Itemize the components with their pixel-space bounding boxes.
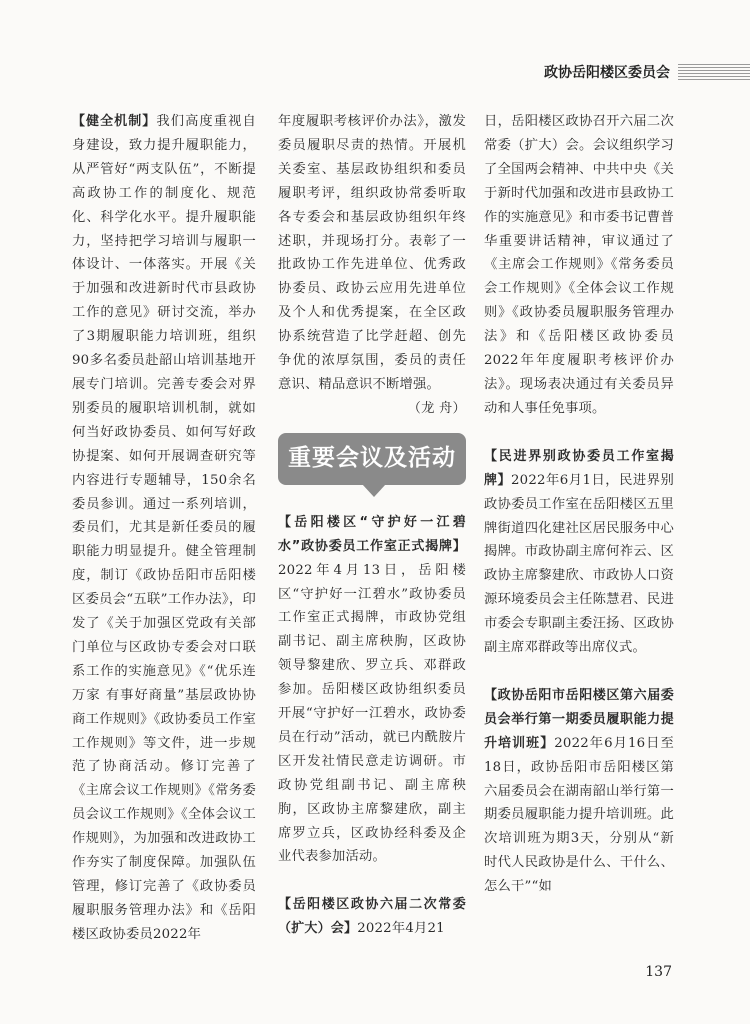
banner-pointer [362, 484, 386, 497]
paragraph-gap [484, 660, 674, 684]
paragraph [278, 511, 466, 870]
section-banner-title: 重要会议及活动 [288, 444, 456, 471]
paragraph-text: 2022年4月13日，岳阳楼区“守护好一江碧水”政协委员工作室正式揭牌，市政协党组副书记、副主席秧朐，区政协领导黎建欣、罗立兵、邓群政参加。岳阳楼区政协组织委员开展“守护好一江碧水，政协委员在行动”活动，就已内酰胺片区开发社情民意走访调研。市政协党组副书记、副主席秧朐，区政协主席黎建欣，副主席罗立兵，区政协经科委及企业代表参加活动。 [278, 562, 466, 865]
paragraph-text: 2022年4月21 [357, 921, 445, 937]
section-heading: 【岳阳楼区政协六届二次常委（扩大）会】 [278, 897, 466, 937]
section-heading: 【健全机制】 [72, 114, 157, 129]
paragraph [278, 893, 466, 941]
paragraph-gap [484, 421, 674, 445]
section-heading: 【政协岳阳市岳阳楼区第六届委员会举行第一期委员履职能力提升培训班】 [484, 687, 674, 751]
paragraph-text: 年度履职考核评价办法》，激发委员履职尽责的热情。开展机关委室、基层政协组织和委员履职考评，组织政协常委听取各专委会和基层政协组织年终述职，并现场打分。表彰了一批政协工作先进单位、优秀政协委员、政协云应用先进单位及个人和优秀提案，在全区政协系统营造了比学赶超、创先争优的浓厚氛围，委员的责任意识、精品意识不断增强。 [278, 114, 466, 392]
paragraph [278, 110, 466, 397]
running-header [0, 60, 750, 84]
paragraph [484, 684, 674, 899]
paragraph-text: 2022年6月1日，民进界别政协委员工作室在岳阳楼区五里牌街道四化建社区居民服务中心揭牌。市政协副主席何祚云、区政协主席黎建欣、市政协人口资源环境委员会主任陈慧君、民进市委会专职副主委汪扬、区政协副主席邓群政等出席仪式。 [484, 472, 674, 656]
section-banner [278, 433, 466, 485]
text-column-3 [484, 110, 674, 899]
paragraph [484, 445, 674, 660]
section-heading: 【民进界别政协委员工作室揭牌】 [484, 448, 674, 488]
paragraph [484, 110, 674, 421]
page-number: 137 [645, 964, 672, 980]
text-column-2 [278, 110, 466, 941]
paragraph-text: 2022年6月16日至18日，政协岳阳市岳阳楼区第六届委员会在湖南韶山举行第一期委员履职能力提升培训班。此次培训班为期3天，分别从“新时代人民政协是什么、干什么、怎么干”“如 [484, 735, 674, 895]
paragraph [72, 110, 256, 947]
paragraph-text: 日，岳阳楼区政协召开六届二次常委（扩大）会。会议组织学习了全国两会精神、中共中央《关于新时代加强和改进市县政协工作的实施意见》和市委书记曹普华重要讲话精神，审议通过了《主席会工作规则》《常务委员会工作规则》《全体会议工作规则》《政协委员履职服务管理办法》和《岳阳楼区政协委员2022年年度履职考核评价办法》。现场表决通过有关委员异动和人事任免事项。 [484, 114, 674, 416]
section-heading: 【岳阳楼区“守护好一江碧水”政协委员工作室正式揭牌】 [278, 514, 466, 554]
paragraph-text: 我们高度重视自身建设，致力提升履职能力，从严管好“两支队伍”，不断提高政协工作的制度化、规范化、科学化水平。提升履职能力，坚持把学习培训与履职一体设计、一体落实。开展《关于加强和改进新时代市县政协工作的意见》研讨交流，举办了3期履职能力培训班，组织90多名委员赴韶山培训基地开展专门培训。完善专委会对界别委员的履职培训机制，就如何当好政协委员、如何写好政协提案、如何开展调查研究等内容进行专题辅导，150余名委员参训。通过一系列培训，委员们，尤其是新任委员的履职能力明显提升。健全管理制度，制订《政协岳阳市岳阳楼区委员会“五联”工作办法》，印发了《关于加强区党政有关部门单位与区政协专委会对口联系工作的实施意见》《“优乐连万家 有事好商量”基层政协协商工作规则》《政协委员工作室工作规则》等文件，进一步规范了协商活动。修订完善了《主席会议工作规则》《常务委员会议工作规则》《全体会议工作规则》，为加强和改进政协工作夯实了制度保障。加强队伍管理，修订完善了《政协委员履职服务管理办法》和《岳阳楼区政协委员2022年 [72, 114, 256, 942]
header-title: 政协岳阳楼区委员会 [544, 65, 670, 81]
text-column-1 [72, 110, 256, 947]
author-signature: （龙 舟） [407, 400, 466, 416]
header-stripes-decoration [678, 64, 750, 80]
paragraph-gap [278, 869, 466, 893]
